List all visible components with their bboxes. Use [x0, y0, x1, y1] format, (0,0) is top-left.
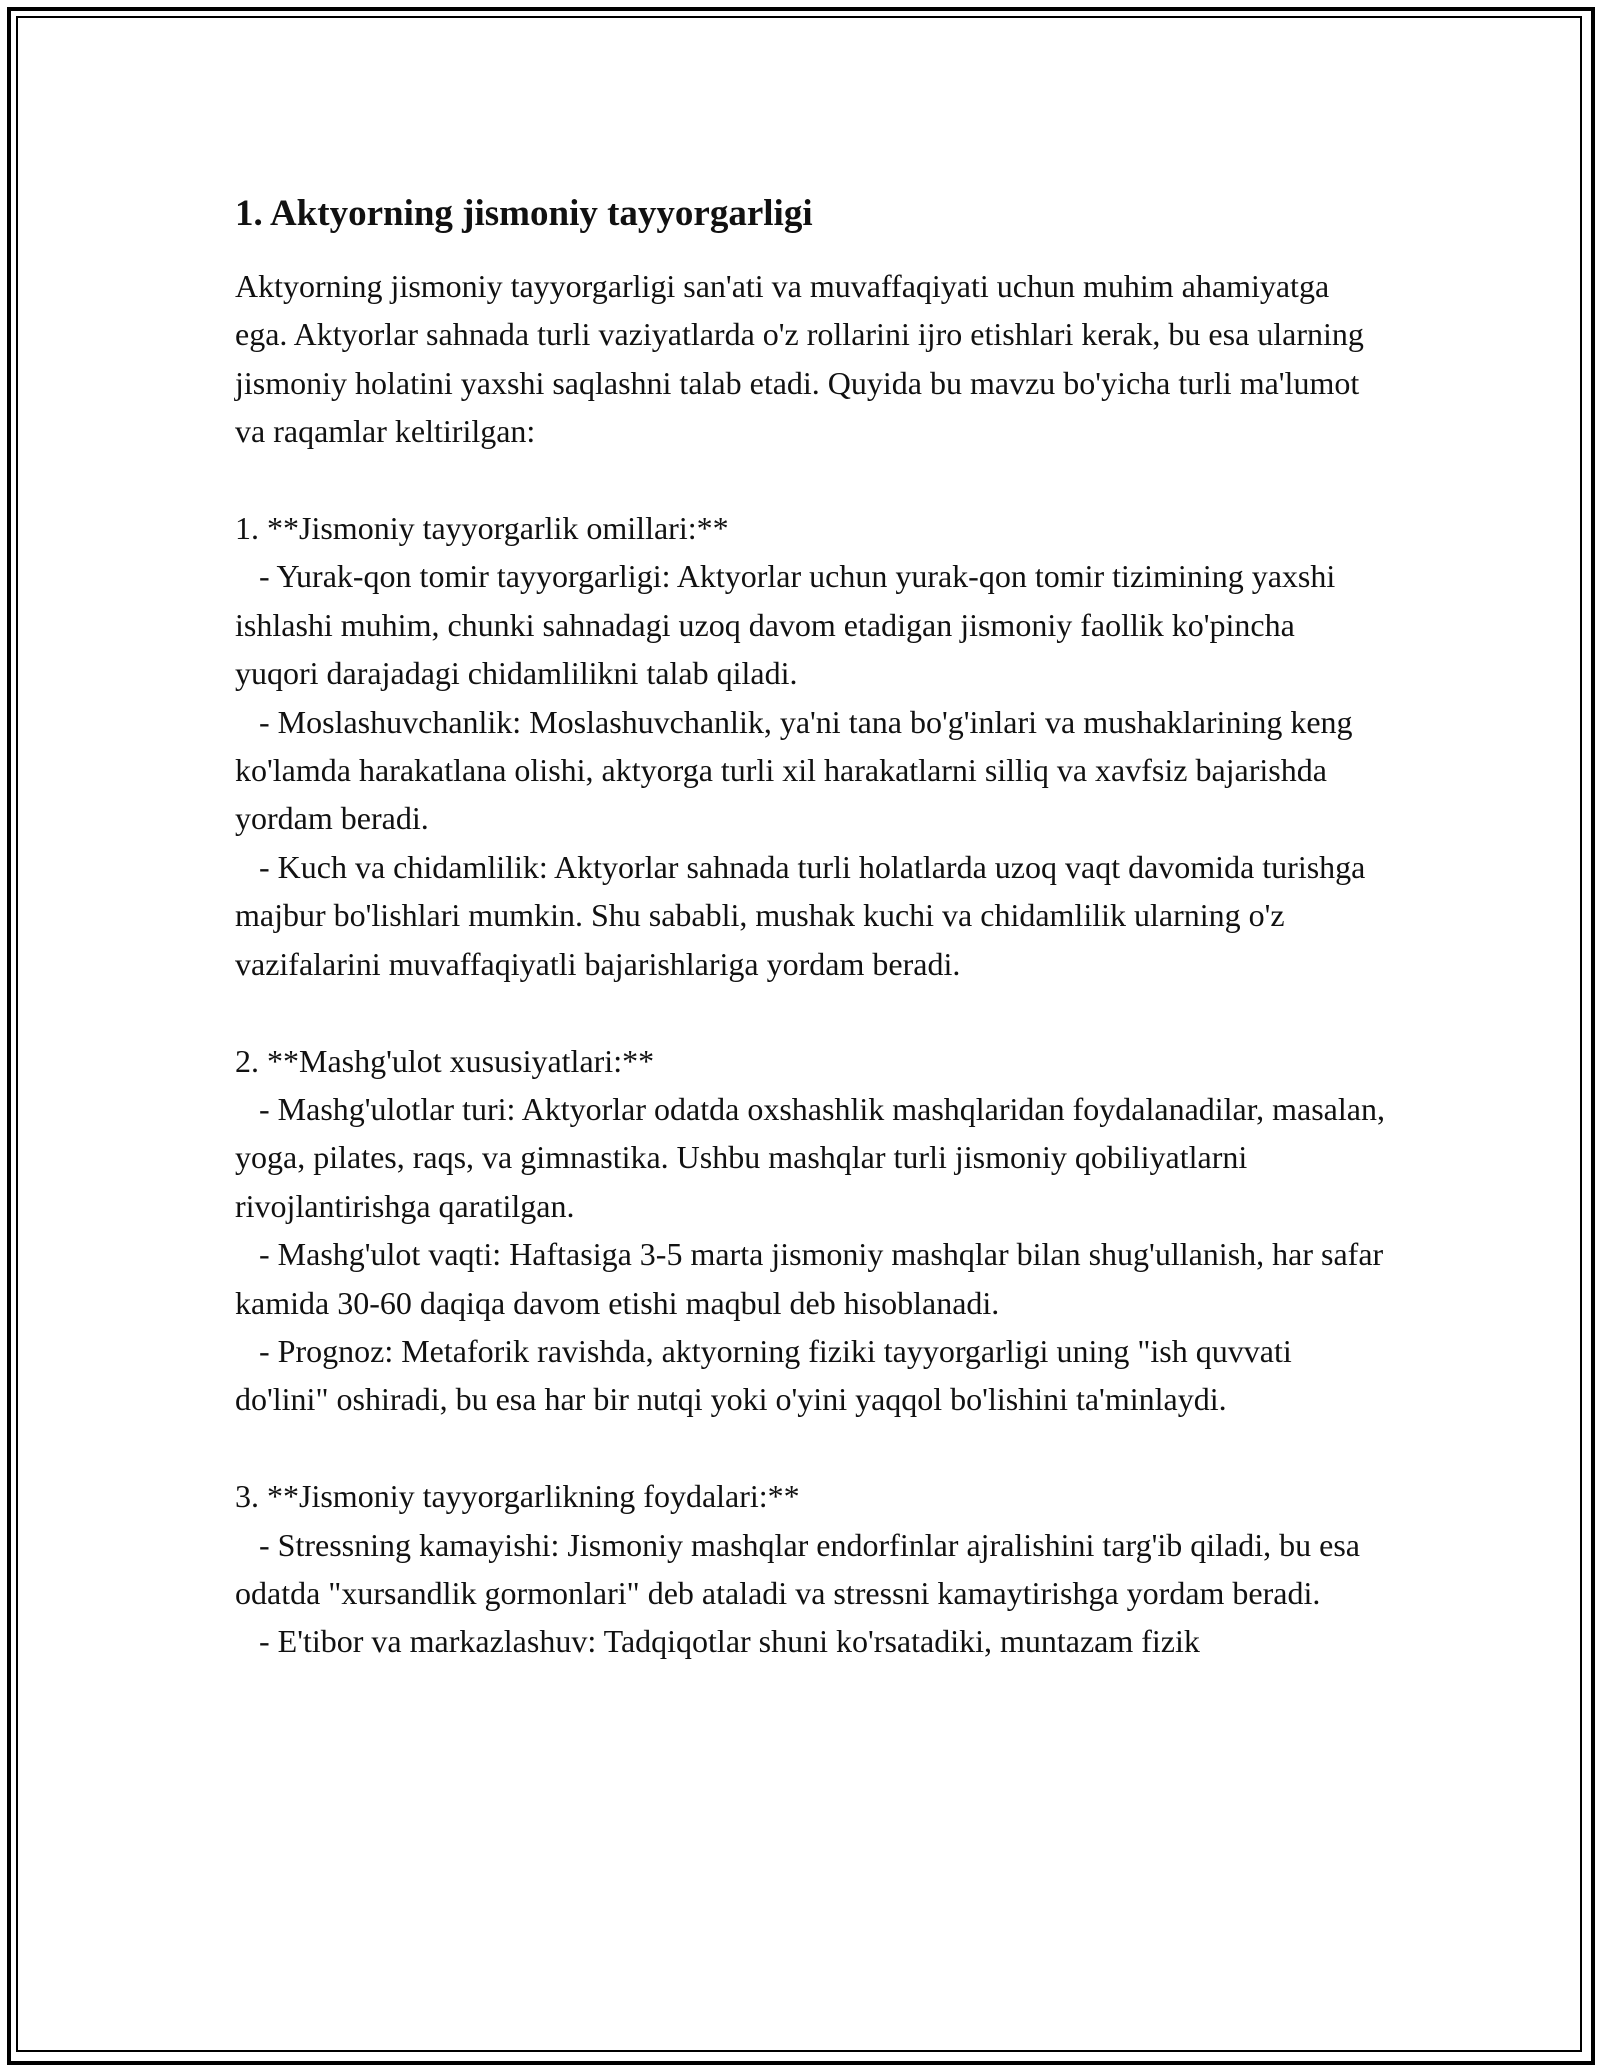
- document-content: [235, 190, 1385, 1666]
- document-body: Aktyorning jismoniy tayyorgarligi san'ati va muvaffaqiyati uchun muhim ahamiyatga ega. Aktyorlar sahnada turli vaziyatlarda o'z rollarini ijro etishlari kerak, bu esa ularning jismoniy holatini yaxshi saqlashni talab etadi. Quyida bu mavzu bo'yicha turli ma'lumot va raqamlar keltirilgan: 1. **Jismoniy tayyorgarlik omillari:** - Yurak-qon tomir tayyorgarligi: Aktyorlar uchun yurak-qon tomir tizimining yaxshi ishlashi muhim, chunki sahnadagi uzoq davom etadigan jismoniy faollik ko'pincha yuqori darajadagi chidamlilikni talab qiladi. - Moslashuvchanlik: Moslashuvchanlik, ya'ni tana bo'g'inlari va mushaklarining keng ko'lamda harakatlana olishi, aktyorga turli xil harakatlarni silliq va xavfsiz bajarishda yordam beradi. - Kuch va chidamlilik: Aktyorlar sahnada turli holatlarda uzoq vaqt davomida turishga majbur bo'lishlari mumkin. Shu sababli, mushak kuchi va chidamlilik ularning o'z vazifalarini muvaffaqiyatli bajarishlariga yordam beradi. 2. **Mashg'ulot xususiyatlari:** - Mashg'ulotlar turi: Aktyorlar odatda oxshashlik mashqlaridan foydalanadilar, masalan, yoga, pilates, raqs, va gimnastika. Ushbu mashqlar turli jismoniy qobiliyatlarni rivojlantirishga qaratilgan. - Mashg'ulot vaqti: Haftasiga 3-5 marta jismoniy mashqlar bilan shug'ullanish, har safar kamida 30-60 daqiqa davom etishi maqbul deb hisoblanadi. - Prognoz: Metaforik ravishda, aktyorning fiziki tayyorgarligi uning "ish quvvati do'lini" oshiradi, bu esa har bir nutqi yoki o'yini yaqqol bo'lishini ta'minlaydi. 3. **Jismoniy tayyorgarlikning foydalari:** - Stressning kamayishi: Jismoniy mashqlar endorfinlar ajralishini targ'ib qiladi, bu esa odatda "xursandlik gormonlari" deb ataladi va stressni kamaytirishga yordam beradi. - E'tibor va markazlashuv: Tadqiqotlar shuni ko'rsatadiki, muntazam fizik: [235, 268, 1385, 1660]
- document-title: 1. Aktyorning jismoniy tayyorgarligi: [235, 193, 813, 234]
